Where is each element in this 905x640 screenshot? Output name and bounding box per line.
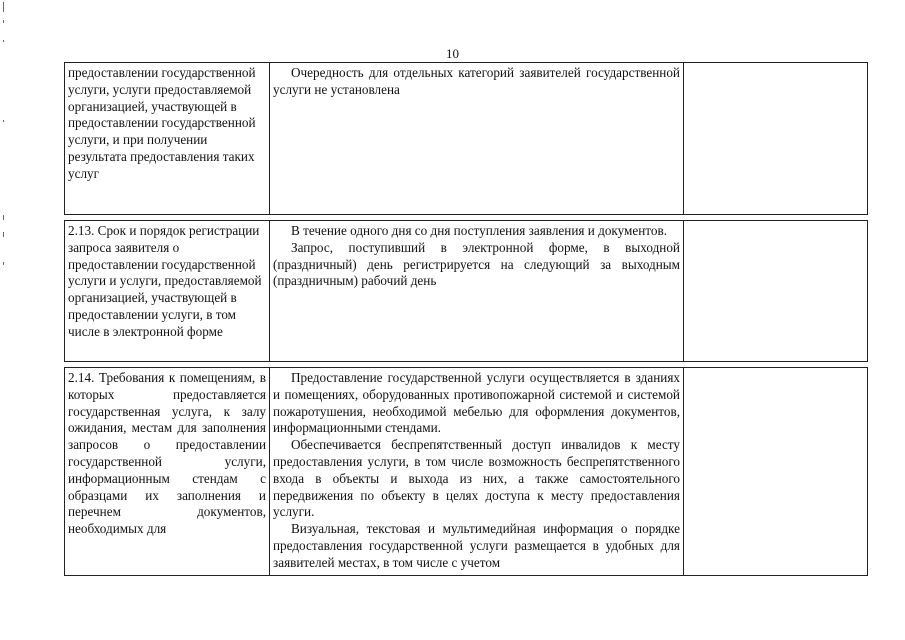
row-3-paragraph-2: Обеспечивается беспрепятственный доступ инвалидов к месту предоставления услуги, в том числе возможность беспрепятственного входа в объекты и выхода из них, а также самостоятельного передвижения по объекту в целях доступа к месту предоставления услуги.	[273, 437, 680, 520]
row-3-paragraph-1: Предоставление государственной услуги осуществляется в зданиях и помещениях, оборудованных противопожарной системой и системой пожаротушения, необходимой мебелью для оформления документов, информационными стендами.	[273, 370, 680, 436]
row-1-requirement-cell	[65, 63, 270, 215]
row-3-paragraph-3: Визуальная, текстовая и мультимедийная информация о порядке предоставления государственной услуги размещается в удобных для заявителей местах, в том числе с учетом	[273, 521, 680, 570]
row-3-description-cell	[270, 368, 684, 576]
row-2-requirement-text: 2.13. Срок и порядок регистрации запроса заявителя о предоставлении государственной услуги и услуги, предоставляемой организацией, участвующей в предоставлении услуги, в том числе в электронной форме	[68, 223, 262, 339]
table-row	[65, 63, 868, 215]
table-row	[65, 221, 868, 362]
row-2-notes-cell	[684, 221, 868, 362]
row-1-description-cell	[270, 63, 684, 215]
row-2-requirement-cell	[65, 221, 270, 362]
row-1-notes-cell	[684, 63, 868, 215]
page-number: 10	[446, 46, 459, 61]
row-3-requirement-text: 2.14. Требования к помещениям, в которых предоставляется государственная услуга, к залу ожидания, местам для заполнения запросов о предоставлении государственной услуги, информационным стендам с образцами их заполнения и перечнем документов, необходимых для	[68, 370, 266, 537]
row-2-paragraph-1: В течение одного дня со дня поступления заявления и документов.	[291, 223, 668, 238]
row-1-paragraph-1: Очередность для отдельных категорий заявителей государственной услуги не установлена	[273, 65, 680, 97]
row-2-description-cell	[270, 221, 684, 362]
table-row	[65, 368, 868, 576]
row-2-paragraph-2: Запрос, поступивший в электронной форме, в выходной (праздничный) день регистрируется на следующий за выходным (праздничным) рабочий день	[273, 239, 680, 289]
document-table	[64, 62, 868, 576]
row-3-requirement-cell	[65, 368, 270, 576]
row-3-notes-cell	[684, 368, 868, 576]
row-1-requirement-text: предоставлении государственной услуги, услуги предоставляемой организацией, участвующей в предоставлении государственной услуги, и при получении результата предоставления таких услуг	[68, 65, 256, 181]
scan-edge-marks	[0, 0, 10, 300]
